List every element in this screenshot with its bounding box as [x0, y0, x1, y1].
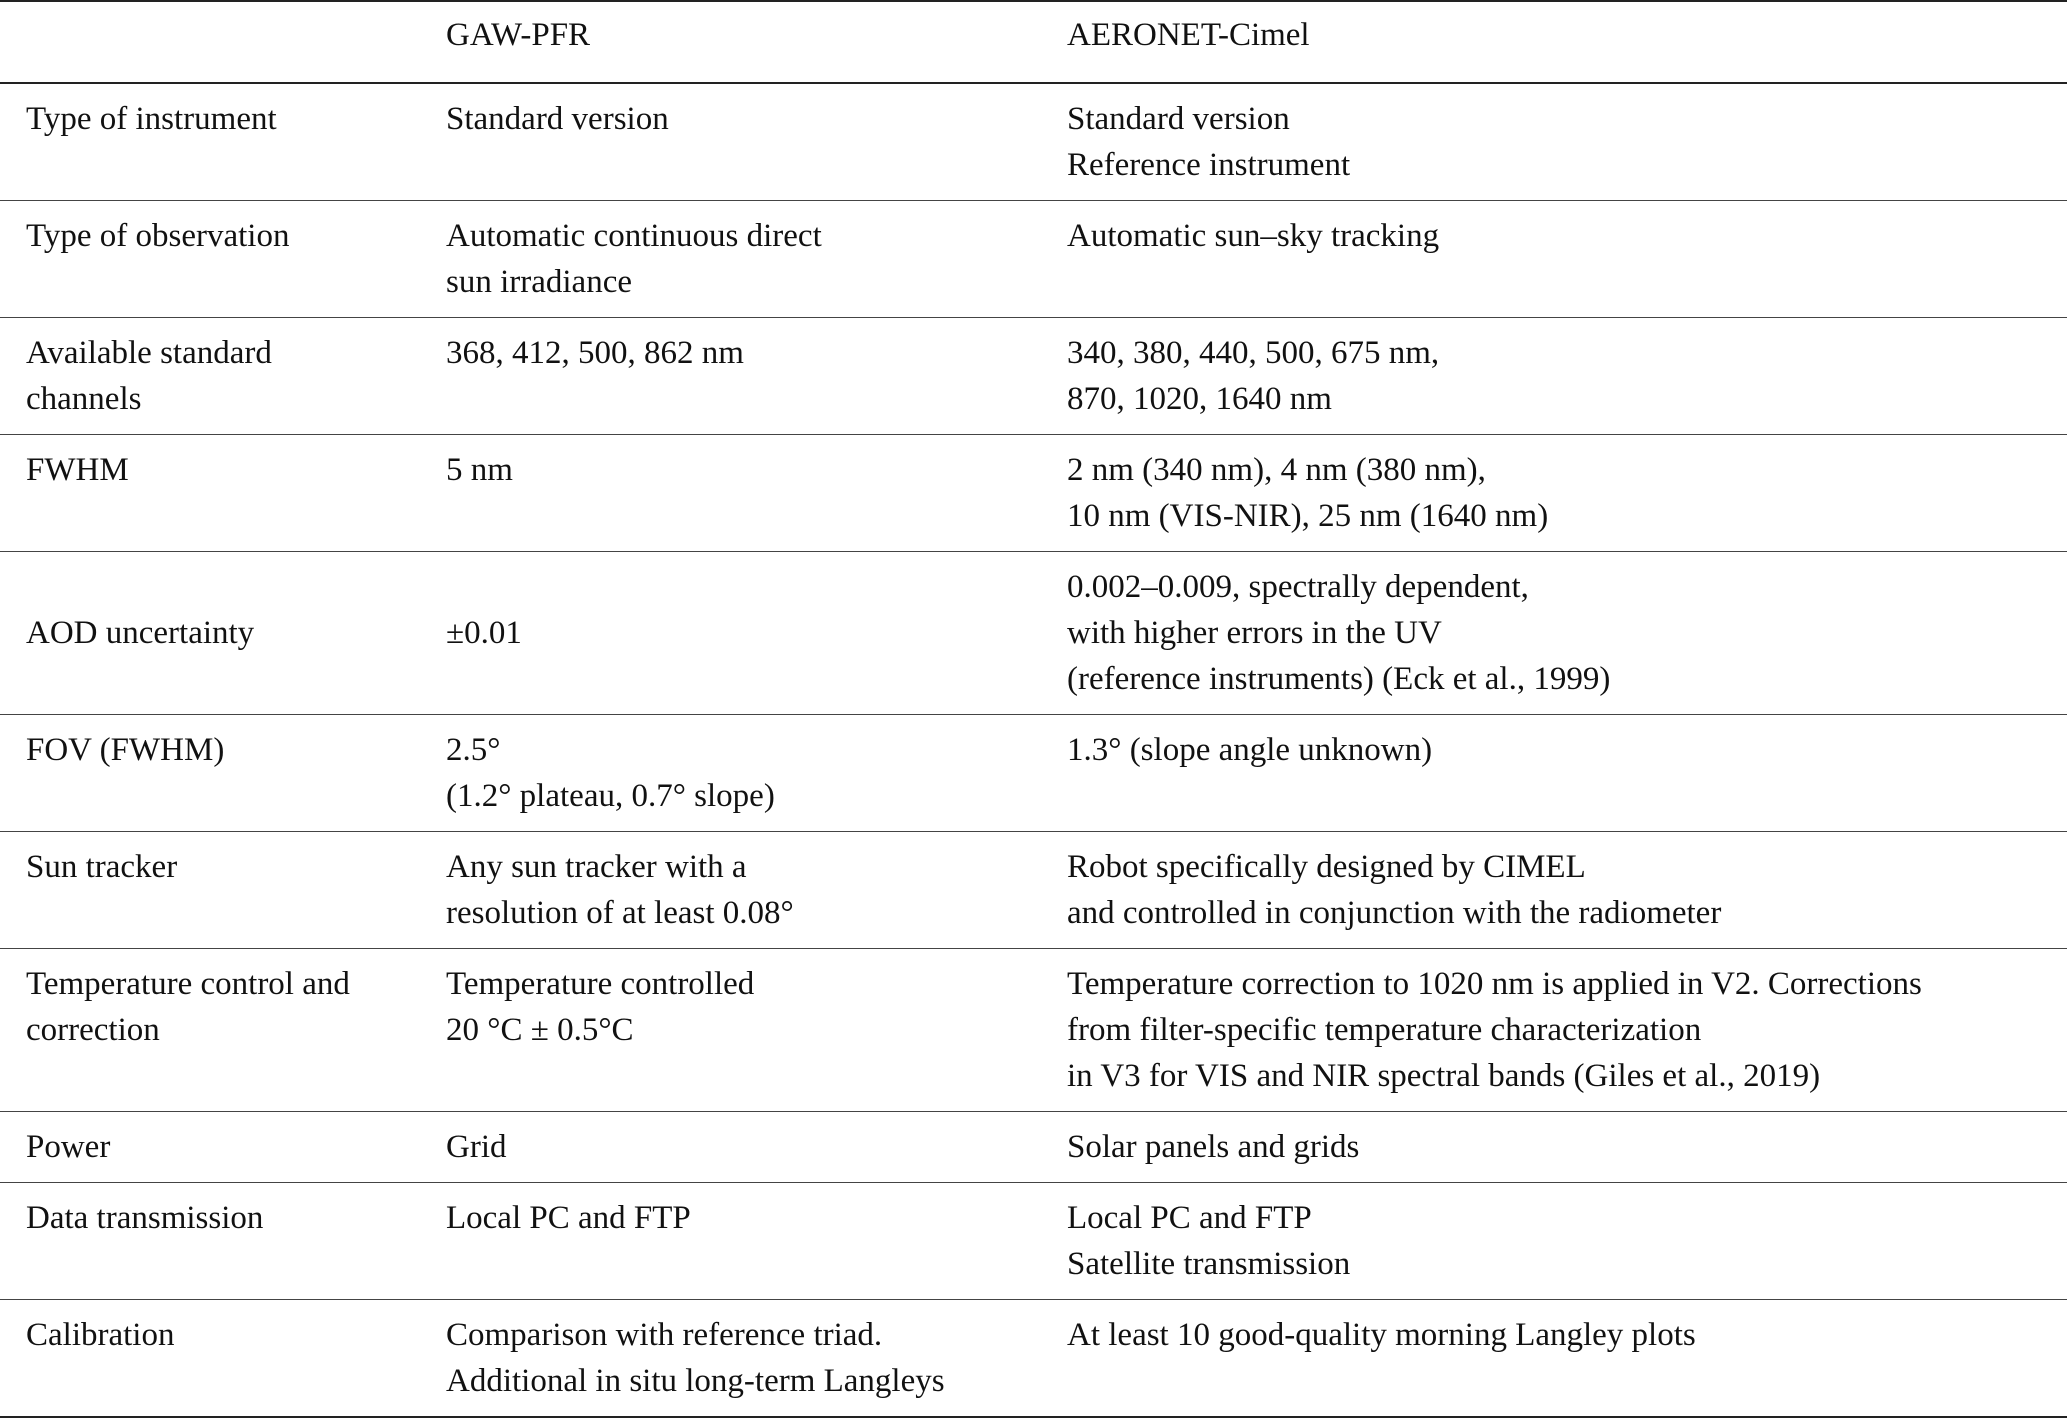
gaw-pfr-value-cell	[420, 201, 1067, 318]
table-row	[0, 201, 2067, 318]
cell-text-line: Temperature correction to 1020 nm is applied in V2. Corrections	[1067, 966, 1922, 1002]
aeronet-cimel-value-cell	[1067, 715, 2067, 832]
gaw-pfr-value-cell	[420, 832, 1067, 949]
row-label-cell	[0, 1300, 420, 1418]
cell-text-line: Reference instrument	[1067, 147, 1351, 183]
aeronet-cimel-value-cell	[1067, 1183, 2067, 1300]
gaw-pfr-value-cell	[420, 1112, 1067, 1183]
cell-text-line: 20 °C ± 0.5°C	[446, 1012, 634, 1048]
cell-text-line: Satellite transmission	[1067, 1246, 1351, 1282]
cell-text-line: Local PC and FTP	[446, 1200, 691, 1236]
cell-text-line: Available standard	[26, 335, 272, 371]
table-row	[0, 715, 2067, 832]
gaw-pfr-value-cell	[420, 1183, 1067, 1300]
header-empty-cell	[0, 1, 420, 83]
header-row	[0, 1, 2067, 83]
cell-text-line: and controlled in conjunction with the radiometer	[1067, 895, 1722, 931]
cell-text-line: correction	[26, 1012, 160, 1048]
cell-text-line: Calibration	[26, 1317, 175, 1353]
cell-text-line: 2.5°	[446, 732, 501, 768]
aeronet-cimel-value-cell	[1067, 1300, 2067, 1418]
cell-text-line: Temperature controlled	[446, 966, 755, 1002]
cell-text-line: FOV (FWHM)	[26, 732, 225, 768]
table-row	[0, 83, 2067, 201]
table-row	[0, 1112, 2067, 1183]
row-label-cell	[0, 201, 420, 318]
cell-text-line: Additional in situ long-term Langleys	[446, 1363, 945, 1399]
aeronet-cimel-value-cell	[1067, 435, 2067, 552]
cell-text-line: FWHM	[26, 452, 129, 488]
gaw-pfr-value-cell	[420, 318, 1067, 435]
cell-text-line: Comparison with reference triad.	[446, 1317, 883, 1353]
cell-text-line: Automatic continuous direct	[446, 218, 822, 254]
table-row	[0, 435, 2067, 552]
table-row	[0, 949, 2067, 1112]
cell-text-line: Standard version	[1067, 101, 1290, 137]
row-label-cell	[0, 552, 420, 715]
gaw-pfr-value-cell	[420, 435, 1067, 552]
table-header	[0, 1, 2067, 83]
header-gaw-pfr: GAW-PFR	[420, 1, 1067, 83]
cell-text-line: 368, 412, 500, 862 nm	[446, 335, 744, 371]
row-label-cell	[0, 435, 420, 552]
table-body	[0, 83, 2067, 1417]
cell-text-line: Local PC and FTP	[1067, 1200, 1312, 1236]
table-row	[0, 832, 2067, 949]
cell-text-line: Temperature control and	[26, 966, 350, 1002]
cell-text-line: 0.002–0.009, spectrally dependent,	[1067, 569, 1529, 605]
row-label-cell	[0, 1112, 420, 1183]
cell-text-line: Grid	[446, 1129, 507, 1165]
row-label-cell	[0, 715, 420, 832]
table-row	[0, 552, 2067, 715]
aeronet-cimel-value-cell	[1067, 201, 2067, 318]
cell-text-line: Sun tracker	[26, 849, 178, 885]
cell-text-line: (reference instruments) (Eck et al., 1999)	[1067, 661, 1611, 697]
cell-text-line: 340, 380, 440, 500, 675 nm,	[1067, 335, 1440, 371]
row-label-cell	[0, 949, 420, 1112]
cell-text-line: in V3 for VIS and NIR spectral bands (Giles et al., 2019)	[1067, 1058, 1821, 1094]
cell-text-line: channels	[26, 381, 142, 417]
cell-text-line: from filter-specific temperature characterization	[1067, 1012, 1702, 1048]
cell-text-line: 10 nm (VIS-NIR), 25 nm (1640 nm)	[1067, 498, 1549, 534]
cell-text-line: Power	[26, 1129, 111, 1165]
gaw-pfr-value-cell	[420, 552, 1067, 715]
table-row	[0, 1183, 2067, 1300]
cell-text-line: ±0.01	[446, 615, 522, 651]
cell-text-line: 870, 1020, 1640 nm	[1067, 381, 1332, 417]
table-row	[0, 318, 2067, 435]
gaw-pfr-value-cell	[420, 949, 1067, 1112]
aeronet-cimel-value-cell	[1067, 318, 2067, 435]
row-label-cell	[0, 1183, 420, 1300]
cell-text-line: Type of observation	[26, 218, 290, 254]
cell-text-line: Standard version	[446, 101, 669, 137]
gaw-pfr-value-cell	[420, 83, 1067, 201]
cell-text-line: Type of instrument	[26, 101, 277, 137]
cell-text-line: Data transmission	[26, 1200, 264, 1236]
cell-text-line: Robot specifically designed by CIMEL	[1067, 849, 1586, 885]
cell-text-line: resolution of at least 0.08°	[446, 895, 794, 931]
row-label-cell	[0, 83, 420, 201]
cell-text-line: 5 nm	[446, 452, 513, 488]
aeronet-cimel-value-cell	[1067, 1112, 2067, 1183]
cell-text-line: Solar panels and grids	[1067, 1129, 1360, 1165]
aeronet-cimel-value-cell	[1067, 949, 2067, 1112]
cell-text-line: Automatic sun–sky tracking	[1067, 218, 1440, 254]
cell-text-line: (1.2° plateau, 0.7° slope)	[446, 778, 775, 814]
row-label-cell	[0, 318, 420, 435]
row-label-cell	[0, 832, 420, 949]
table-row	[0, 1300, 2067, 1418]
cell-text-line: At least 10 good-quality morning Langley plots	[1067, 1317, 1696, 1353]
cell-text-line: 2 nm (340 nm), 4 nm (380 nm),	[1067, 452, 1486, 488]
cell-text-line: 1.3° (slope angle unknown)	[1067, 732, 1433, 768]
gaw-pfr-value-cell	[420, 715, 1067, 832]
aeronet-cimel-value-cell	[1067, 552, 2067, 715]
cell-text-line: sun irradiance	[446, 264, 632, 300]
cell-text-line: with higher errors in the UV	[1067, 615, 1442, 651]
cell-text-line: Any sun tracker with a	[446, 849, 747, 885]
aeronet-cimel-value-cell	[1067, 83, 2067, 201]
gaw-pfr-value-cell	[420, 1300, 1067, 1418]
header-aeronet-cimel: AERONET-Cimel	[1067, 1, 2067, 83]
cell-text-line: AOD uncertainty	[26, 615, 255, 651]
aeronet-cimel-value-cell	[1067, 832, 2067, 949]
